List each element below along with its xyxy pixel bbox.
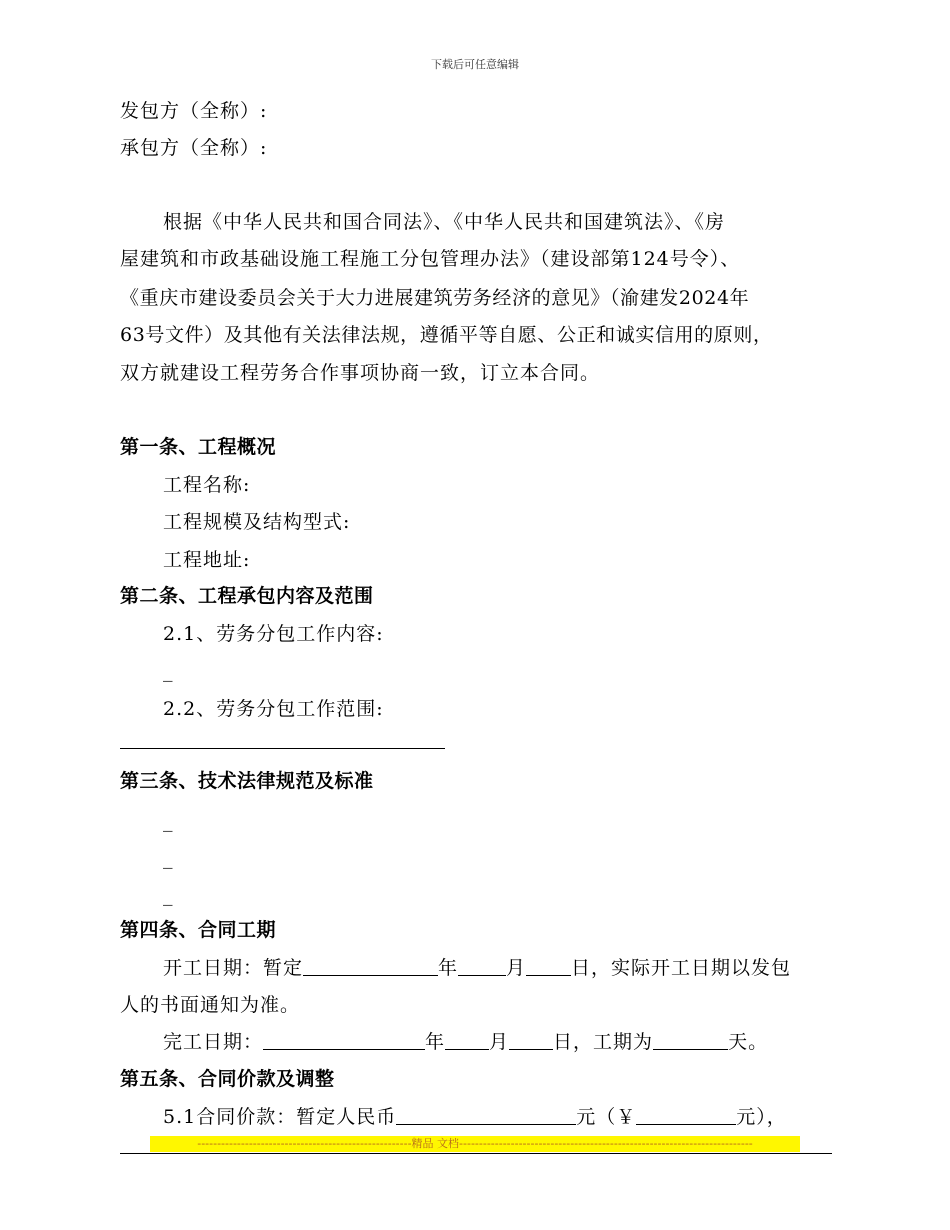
price-rmb-field[interactable] — [396, 1104, 576, 1125]
blank-dash: _ — [163, 884, 173, 906]
start-day-field[interactable] — [526, 955, 571, 976]
project-address-label: 工程地址: — [163, 549, 251, 571]
preamble-line-1: 根据《中华人民共和国合同法》、《中华人民共和国建筑法》、《房 — [163, 211, 726, 233]
project-scale-label: 工程规模及结构型式: — [163, 511, 351, 533]
scope-underline — [120, 748, 445, 749]
article-1-title: 第一条、工程概况 — [120, 436, 277, 458]
blank-dash: _ — [163, 810, 173, 832]
employer-label: 发包方（全称）: — [120, 100, 268, 122]
year-label: 年 — [438, 957, 459, 979]
article-4-title: 第四条、合同工期 — [120, 919, 277, 941]
work-scope-label: 2.2、劳务分包工作范围: — [163, 698, 384, 720]
footer-banner: ------------------------------------------------------精品 文档-------------------------------------------------------------------------- — [150, 1136, 800, 1152]
work-content-label: 2.1、劳务分包工作内容: — [163, 623, 384, 645]
footer-rule — [120, 1153, 832, 1154]
start-day-text: 日，实际开工日期以发包 — [571, 957, 792, 979]
preamble-line-3: 《重庆市建设委员会关于大力进展建筑劳务经济的意见》（渝建发2024年 — [120, 287, 750, 309]
project-name-label: 工程名称: — [163, 474, 251, 496]
contractor-label: 承包方（全称）: — [120, 137, 268, 159]
start-date-line — [163, 953, 791, 980]
yuan-close-label: 元）， — [736, 1106, 787, 1128]
finish-date-line — [163, 1027, 768, 1054]
yuan-paren-label: 元（￥ — [576, 1106, 637, 1128]
page-header: 下载后可任意编辑 — [431, 58, 519, 71]
preamble-line-5: 双方就建设工程劳务合作事项协商一致，订立本合同。 — [120, 362, 601, 384]
month-label: 月 — [489, 1031, 510, 1053]
duration-field[interactable] — [653, 1029, 728, 1050]
finish-day-field[interactable] — [509, 1029, 553, 1050]
price-yen-field[interactable] — [636, 1104, 736, 1125]
finish-month-field[interactable] — [445, 1029, 489, 1050]
article-2-title: 第二条、工程承包内容及范围 — [120, 585, 374, 607]
start-date-label: 开工日期：暂定 — [163, 957, 304, 979]
finish-day-text: 日，工期为 — [553, 1031, 654, 1053]
finish-year-field[interactable] — [263, 1029, 425, 1050]
start-date-note: 人的书面通知为准。 — [120, 994, 301, 1016]
price-label: 5.1合同价款：暂定人民币 — [163, 1106, 397, 1128]
start-year-field[interactable] — [303, 955, 438, 976]
finish-date-label: 完工日期： — [163, 1031, 264, 1053]
year-label: 年 — [425, 1031, 446, 1053]
days-label: 天。 — [728, 1031, 769, 1053]
price-line — [163, 1102, 787, 1129]
article-5-title: 第五条、合同价款及调整 — [120, 1068, 335, 1090]
start-month-field[interactable] — [458, 955, 506, 976]
blank-dash: _ — [163, 660, 173, 682]
preamble-line-2: 屋建筑和市政基础设施工程施工分包管理办法》（建设部第124号令）、 — [120, 248, 741, 270]
article-3-title: 第三条、技术法律规范及标准 — [120, 770, 374, 792]
blank-dash: _ — [163, 847, 173, 869]
month-label: 月 — [506, 957, 527, 979]
preamble-line-4: 63号文件）及其他有关法律法规，遵循平等自愿、公正和诚实信用的原则， — [120, 324, 773, 346]
